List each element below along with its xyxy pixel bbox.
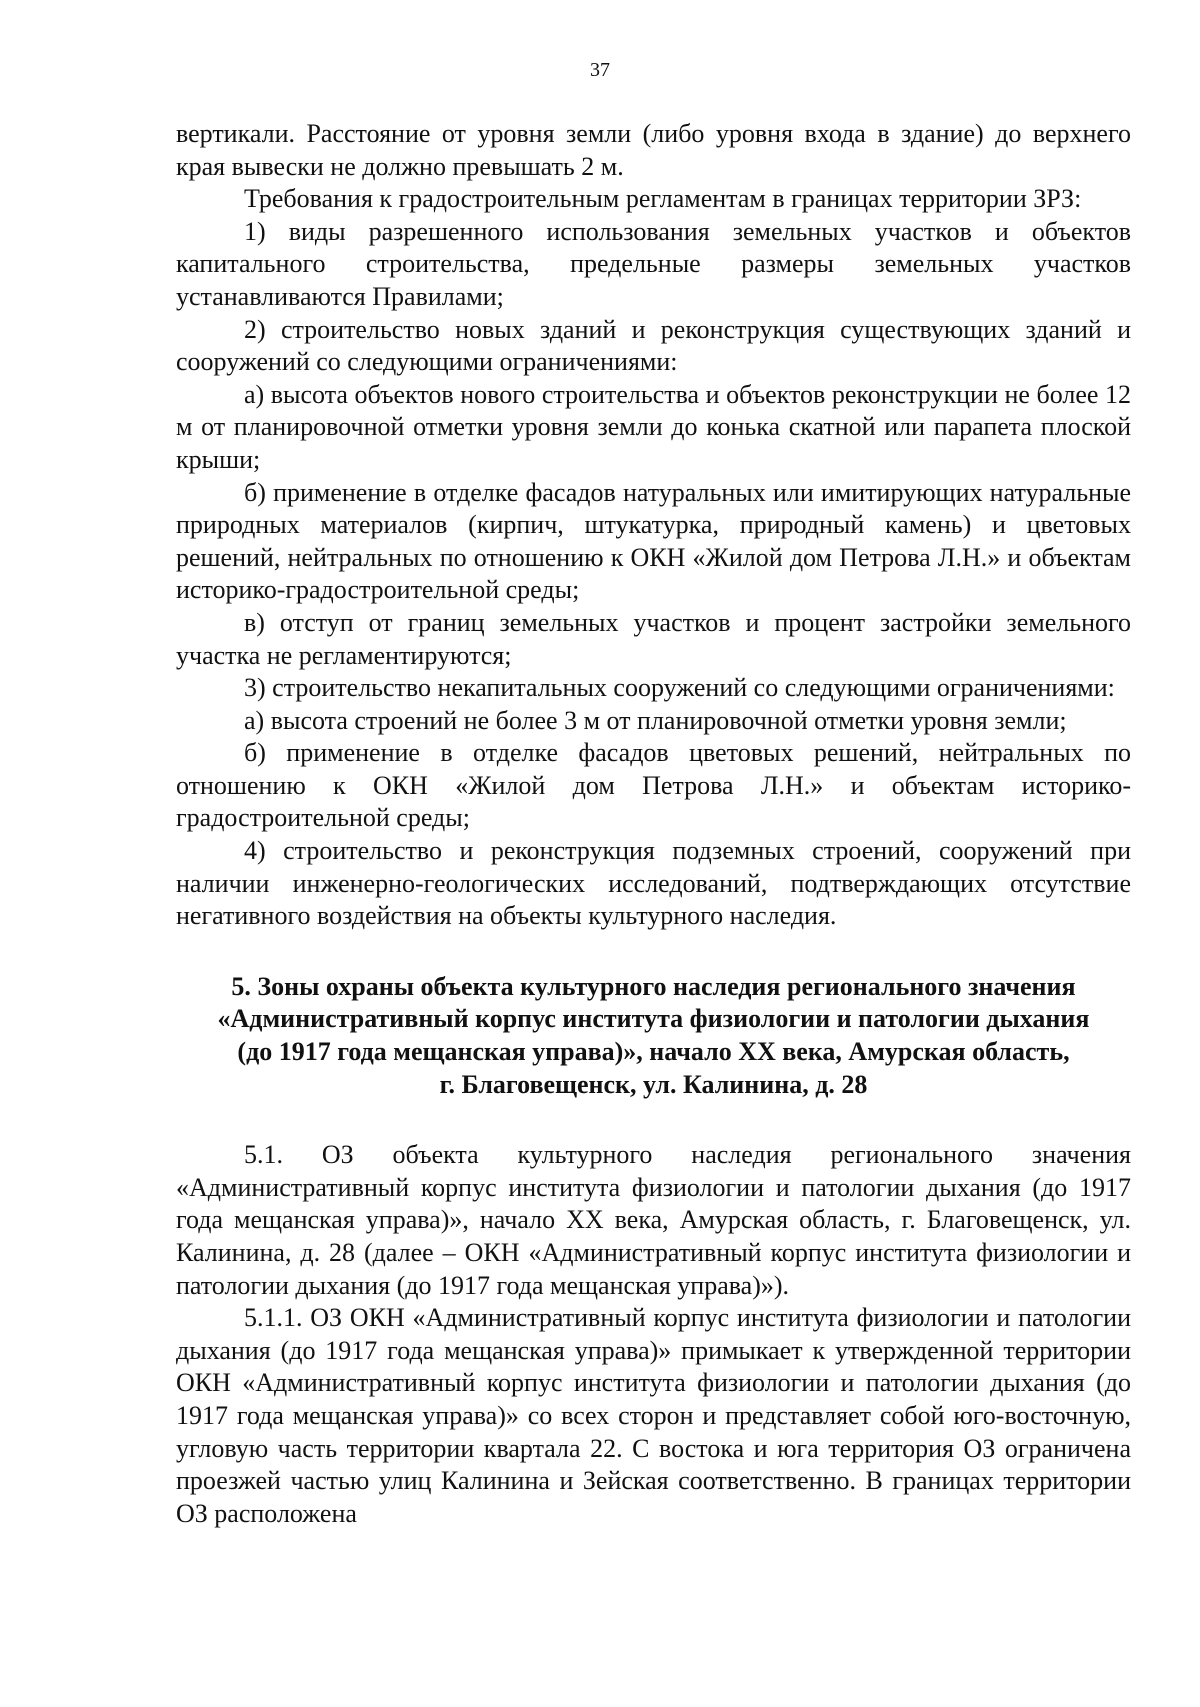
paragraph-item-2v: в) отступ от границ земельных участков и процент застройки земельного участка не регламентируются; [176, 607, 1131, 670]
paragraph-5-1: 5.1. ОЗ объекта культурного наследия регионального значения «Административный корпус института физиологии и патологии дыхания (до 1917 года мещанская управа)», начало XX века, Амурская область, г. Благовещенск, ул. Калинина, д. 28 (далее – ОКН «Административный корпус института физиологии и патологии дыхания (до 1917 года мещанская управа)»). [176, 1140, 1131, 1300]
paragraph-item-3: 3) строительство некапитальных сооружений со следующими ограничениями: [244, 673, 1115, 703]
paragraph-item-3b: б) применение в отделке фасадов цветовых решений, нейтральных по отношению к ОКН «Жилой дом Петрова Л.Н.» и объектам историко-градостроительной среды; [176, 738, 1131, 833]
section-heading [176, 971, 1131, 1101]
paragraph-item-4: 4) строительство и реконструкция подземных строений, сооружений при наличии инженерно-геологических исследований, подтверждающих отсутствие негативного воздействия на объекты культурного наследия. [176, 836, 1131, 931]
paragraph-item-2b: б) применение в отделке фасадов натуральных или имитирующих натуральные природных материалов (кирпич, штукатурка, природный камень) и цветовых решений, нейтральных по отношению к ОКН «Жилой дом Петрова Л.Н.» и объектам историко-градостроительной среды; [176, 477, 1131, 605]
paragraph-signage-height: вертикали. Расстояние от уровня земли (либо уровня входа в здание) до верхнего края вывески не должно превышать 2 м. [176, 119, 1131, 181]
page-number: 37 [590, 59, 610, 81]
heading-line: г. Благовещенск, ул. Калинина, д. 28 [439, 1069, 868, 1099]
document-body [176, 118, 1131, 1530]
paragraph-item-1: 1) виды разрешенного использования земельных участков и объектов капитального строительства, предельные размеры земельных участков устанавливаются Правилами; [176, 216, 1131, 311]
paragraph-item-3a: а) высота строений не более 3 м от планировочной отметки уровня земли; [244, 705, 1067, 735]
heading-line: «Административный корпус института физиологии и патологии дыхания [217, 1004, 1090, 1034]
paragraph-zrz-requirements: Требования к градостроительным регламентам в границах территории ЗРЗ: [244, 184, 1082, 214]
heading-line: (до 1917 года мещанская управа)», начало XX века, Амурская область, [237, 1037, 1070, 1067]
paragraph-item-2a: а) высота объектов нового строительства и объектов реконструкции не более 12 м от планировочной отметки уровня земли до конька скатной или парапета плоской крыши; [176, 379, 1131, 474]
heading-line: 5. Зоны охраны объекта культурного наследия регионального значения [231, 971, 1076, 1001]
paragraph-5-1-1: 5.1.1. ОЗ ОКН «Административный корпус института физиологии и патологии дыхания (до 1917 года мещанская управа)» примыкает к утвержденной территории ОКН «Административный корпус института физиологии и патологии дыхания (до 1917 года мещанская управа)» со всех сторон и представляет собой юго-восточную, угловую часть территории квартала 22. С востока и юга территория ОЗ ограничена проезжей частью улиц Калинина и Зейская соответственно. В границах территории ОЗ расположена [176, 1303, 1131, 1528]
paragraph-item-2: 2) строительство новых зданий и реконструкция существующих зданий и сооружений со следующими ограничениями: [176, 314, 1131, 377]
